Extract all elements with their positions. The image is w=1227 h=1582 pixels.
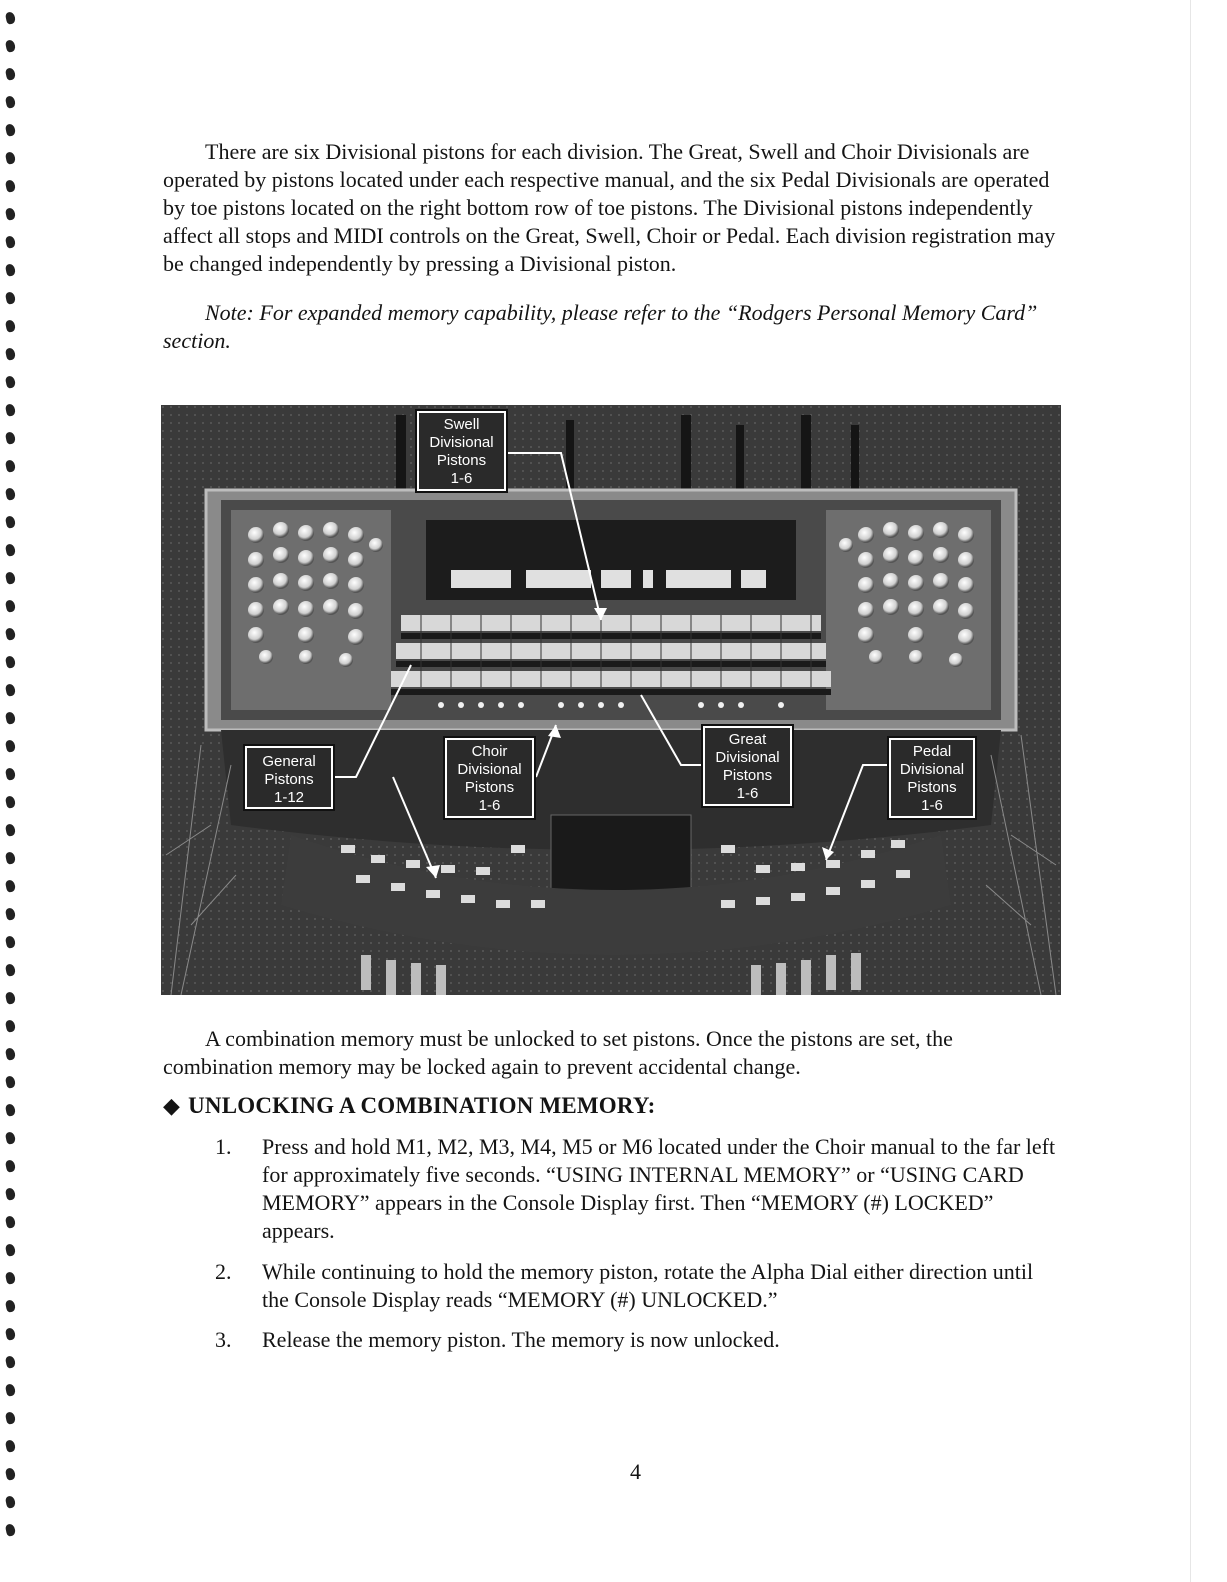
section-heading [163, 1093, 655, 1119]
intro-paragraph [163, 138, 1063, 278]
step-1 [215, 1133, 1065, 1245]
step-2-text: While continuing to hold the memory piston, rotate the Alpha Dial either direction until the Console Display reads “MEMORY (#) UNLOCKED.” [262, 1259, 1034, 1312]
callout-general-line-1: General [262, 753, 316, 770]
callout-general-pistons [245, 746, 333, 809]
section-heading-text: UNLOCKING A COMBINATION MEMORY: [188, 1093, 656, 1118]
callout-swell-line-2: Divisional [429, 434, 494, 451]
note-text: Note: For expanded memory capability, please refer to the “Rodgers Personal Memory Card” section. [163, 300, 1038, 353]
intro-paragraph-text: There are six Divisional pistons for each division. The Great, Swell and Choir Divisionals are operated by pistons located under each respective manual, and the six Pedal Divisionals are operated by toe pistons located on the right bottom row of toe pistons. The Divisional pistons independently affect all stops and MIDI controls on the Great, Swell, Choir or Pedal. Each division registration may be changed independently by pressing a Divisional piston. [163, 139, 1056, 276]
organ-console-photo [161, 405, 1061, 995]
step-2-number: 2. [215, 1259, 232, 1284]
callout-pedal-line-1: Pedal [912, 743, 952, 760]
callout-pedal-line-3: Pistons [907, 779, 957, 796]
callout-great-line-4: 1-6 [736, 785, 759, 802]
callout-swell-divisional-pistons [417, 411, 506, 491]
memory-paragraph-text: A combination memory must be unlocked to set pistons. Once the pistons are set, the combination memory may be locked again to prevent accidental change. [163, 1026, 953, 1079]
diamond-bullet-icon: ◆ [163, 1093, 181, 1118]
callout-pedal-line-4: 1-6 [921, 797, 943, 814]
callout-great-line-2: Divisional [715, 749, 780, 766]
step-3 [215, 1326, 1065, 1354]
callout-swell-line-3: Pistons [436, 452, 487, 469]
callout-general-line-3: 1-12 [273, 789, 305, 806]
step-1-number: 1. [215, 1134, 232, 1159]
callout-choir-line-2: Divisional [457, 761, 522, 778]
page-number: 4 [630, 1459, 641, 1484]
callout-general-line-2: Pistons [264, 771, 314, 788]
step-3-text: Release the memory piston. The memory is now unlocked. [262, 1327, 780, 1352]
callout-great-line-3: Pistons [722, 767, 773, 784]
note-paragraph [163, 299, 1063, 355]
callout-pedal-line-2: Divisional [899, 761, 965, 778]
callout-choir-divisional-pistons [445, 738, 534, 818]
callout-great-line-1: Great [728, 731, 767, 748]
step-2 [215, 1258, 1065, 1314]
step-1-text: Press and hold M1, M2, M3, M4, M5 or M6 located under the Choir manual to the far left for approximately five seconds. “USING INTERNAL MEMORY” or “USING CARD MEMORY” appears in the Console Display first. Then “MEMORY (#) LOCKED” appears. [262, 1134, 1056, 1243]
callout-pedal-divisional-pistons [889, 738, 975, 818]
callout-swell-line-4: 1-6 [450, 470, 473, 487]
memory-paragraph [163, 1025, 1063, 1081]
callout-choir-line-1: Choir [471, 743, 508, 760]
callout-swell-line-1: Swell [443, 416, 480, 433]
callout-choir-line-4: 1-6 [478, 797, 501, 814]
callout-great-divisional-pistons [703, 726, 792, 806]
organ-console-illustration [161, 405, 1061, 995]
step-3-number: 3. [215, 1327, 232, 1352]
page-edge-line [1190, 0, 1191, 1582]
spiral-binding [0, 0, 30, 1582]
callout-choir-line-3: Pistons [464, 779, 515, 796]
